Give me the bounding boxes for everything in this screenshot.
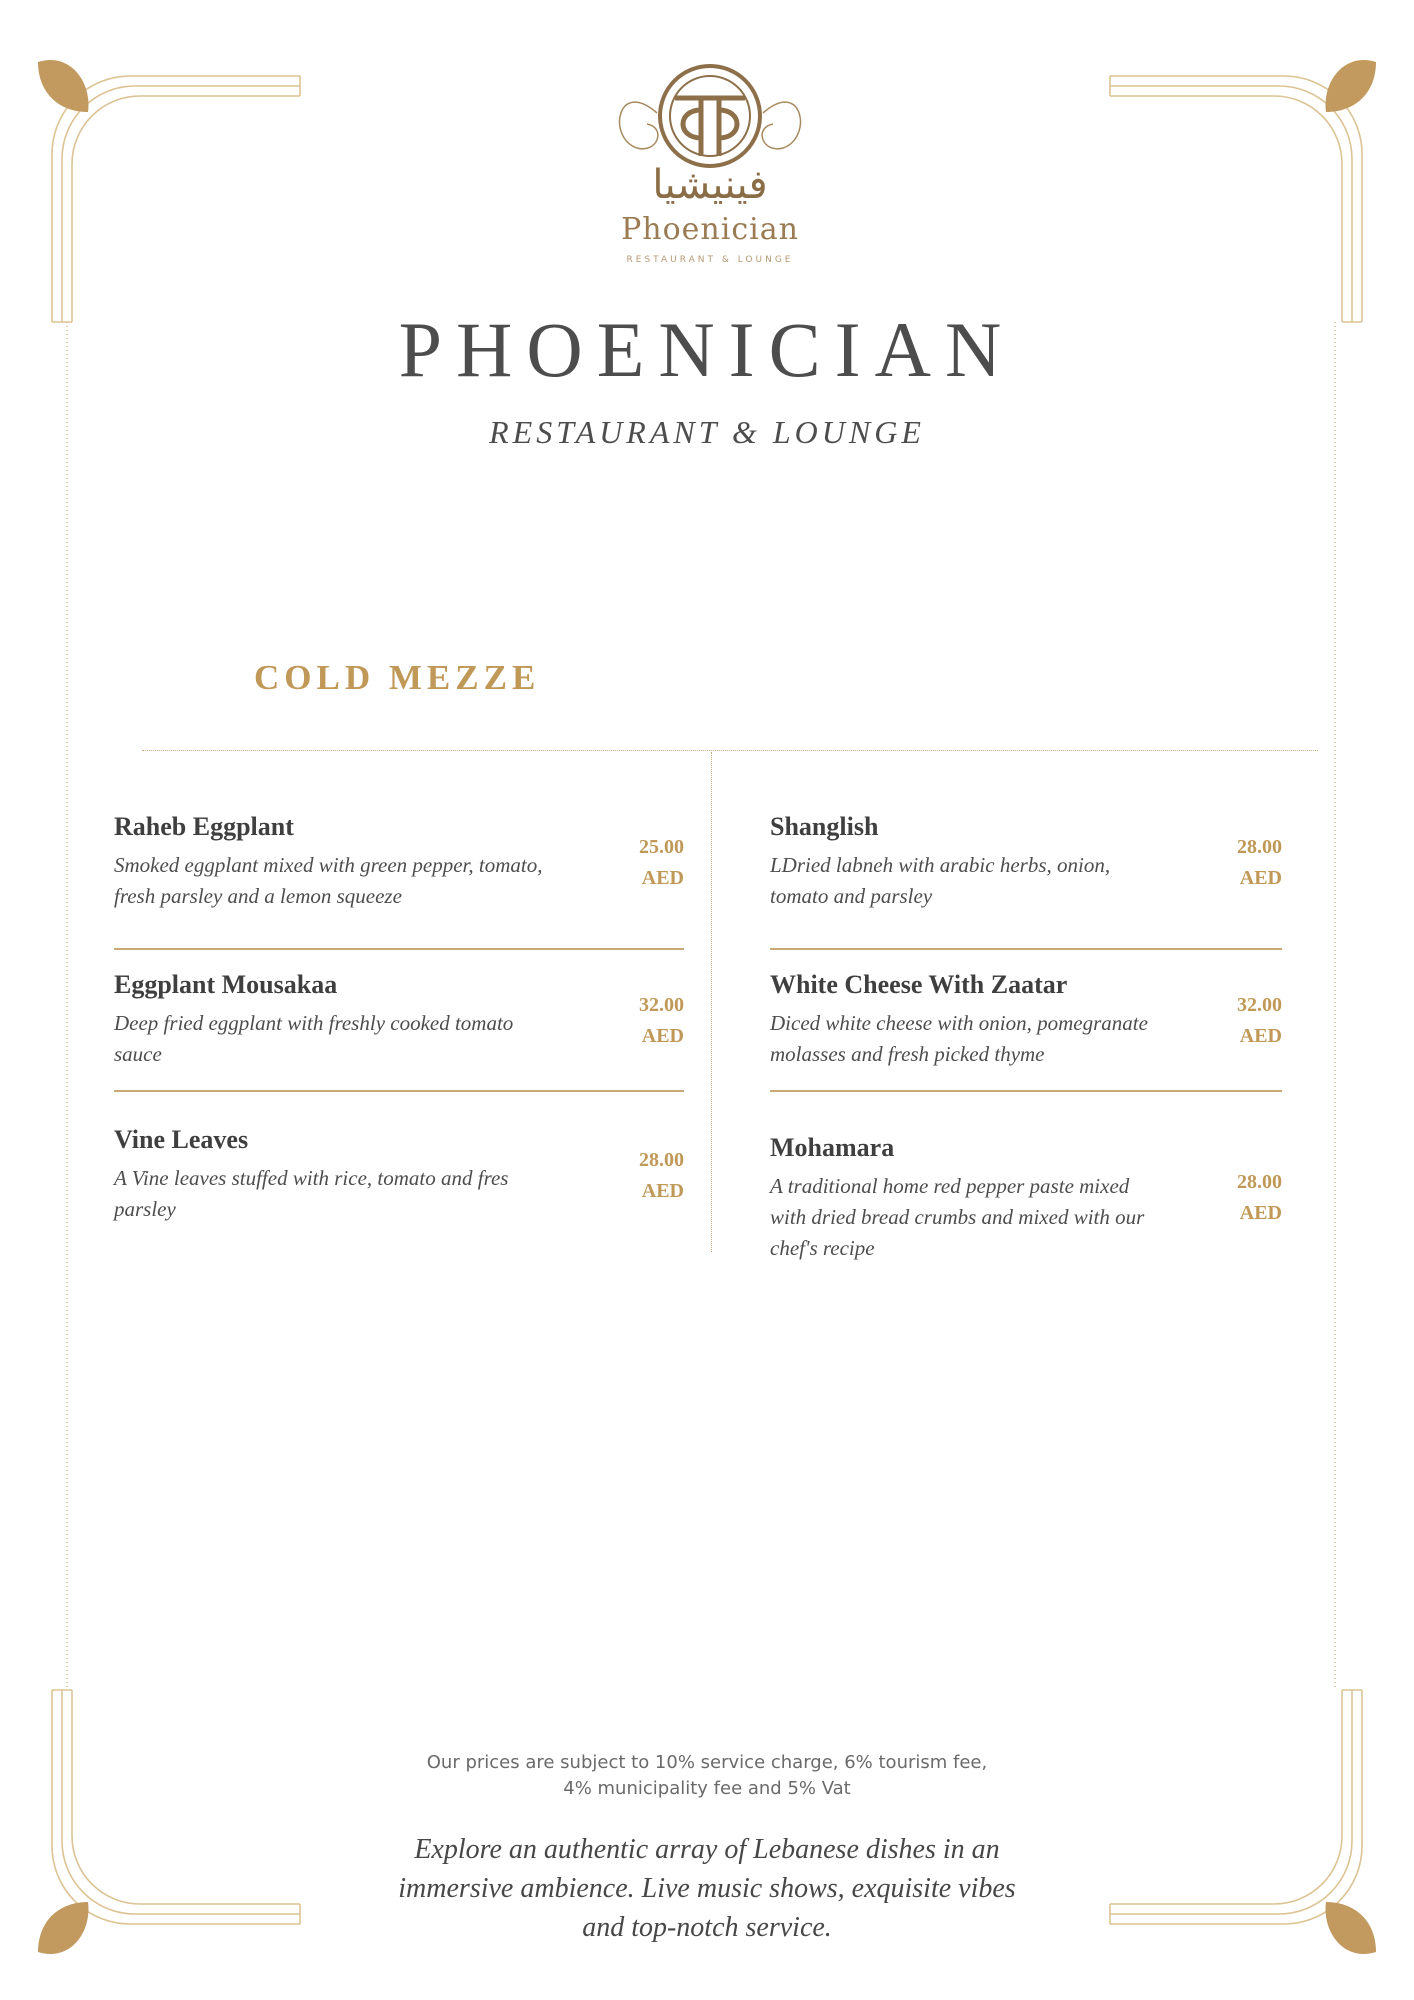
desc-line: sauce [114,1042,162,1066]
menu-item-price [1162,990,1282,1052]
logo-wordmark: Phoenician [621,212,799,247]
menu-item-price [564,832,684,894]
section-divider [142,750,1318,751]
column-divider [711,752,712,1252]
desc-line: LDried labneh with arabic herbs, onion, [770,853,1111,877]
desc-line: tomato and parsley [770,884,933,908]
menu-item-price [564,1145,684,1207]
menu-item-desc [114,850,542,912]
price-value: 28.00 [639,1149,684,1171]
price-currency: AED [641,867,684,889]
menu-item-desc [770,850,1110,912]
desc-line: chef's recipe [770,1236,875,1260]
desc-line: with dried bread crumbs and mixed with our [770,1205,1145,1229]
desc-line: A traditional home red pepper paste mixed [770,1174,1130,1198]
tagline-line: immersive ambience. Live music shows, exquisite vibes [398,1873,1016,1904]
menu-item-desc [114,1163,508,1225]
desc-line: Deep fried eggplant with freshly cooked tomato [114,1011,514,1035]
price-currency: AED [1239,1202,1282,1224]
price-value: 32.00 [1237,994,1282,1016]
price-currency: AED [641,1025,684,1047]
menu-item-price [564,990,684,1052]
tagline-line: and top-notch service. [582,1912,832,1943]
menu-item-name: White Cheese With Zaatar [770,970,1068,999]
section-title: COLD MEZZE [254,658,541,697]
menu-item-price [1162,832,1282,894]
menu-item-name: Raheb Eggplant [114,812,294,841]
price-value: 28.00 [1237,1171,1282,1193]
price-currency: AED [641,1180,684,1202]
price-value: 32.00 [639,994,684,1016]
logo-arabic-text: فينيشيا [652,162,768,208]
item-separator [770,948,1282,950]
menu-item-name: Eggplant Mousakaa [114,970,338,999]
menu-item-desc [770,1008,1148,1070]
menu-item-name: Vine Leaves [114,1125,249,1154]
item-separator [114,1090,684,1092]
desc-line: Diced white cheese with onion, pomegranate [770,1011,1148,1035]
note-line: 4% municipality fee and 5% Vat [563,1778,851,1799]
pricing-note [0,1750,1414,1802]
logo-subtext: RESTAURANT & LOUNGE [626,255,794,265]
desc-line: molasses and fresh picked thyme [770,1042,1045,1066]
menu-item-desc [770,1171,1144,1264]
page-title: PHOENICIAN [398,306,1016,393]
note-line: Our prices are subject to 10% service charge, 6% tourism fee, [426,1752,988,1773]
item-separator [114,948,684,950]
price-currency: AED [1239,1025,1282,1047]
item-separator [770,1090,1282,1092]
menu-item-desc [114,1008,513,1070]
tagline-line: Explore an authentic array of Lebanese dishes in an [414,1834,1000,1865]
menu-item-name: Shanglish [770,812,879,841]
desc-line: fresh parsley and a lemon squeeze [114,884,402,908]
page-subtitle: RESTAURANT & LOUNGE [489,414,925,450]
price-value: 25.00 [639,836,684,858]
price-currency: AED [1239,867,1282,889]
menu-item-price [1162,1167,1282,1229]
desc-line: A Vine leaves stuffed with rice, tomato and fres [114,1166,509,1190]
desc-line: parsley [114,1197,176,1221]
tagline [357,1830,1057,1947]
menu-item-name: Mohamara [770,1133,895,1162]
price-value: 28.00 [1237,836,1282,858]
desc-line: Smoked eggplant mixed with green pepper, tomato, [114,853,543,877]
